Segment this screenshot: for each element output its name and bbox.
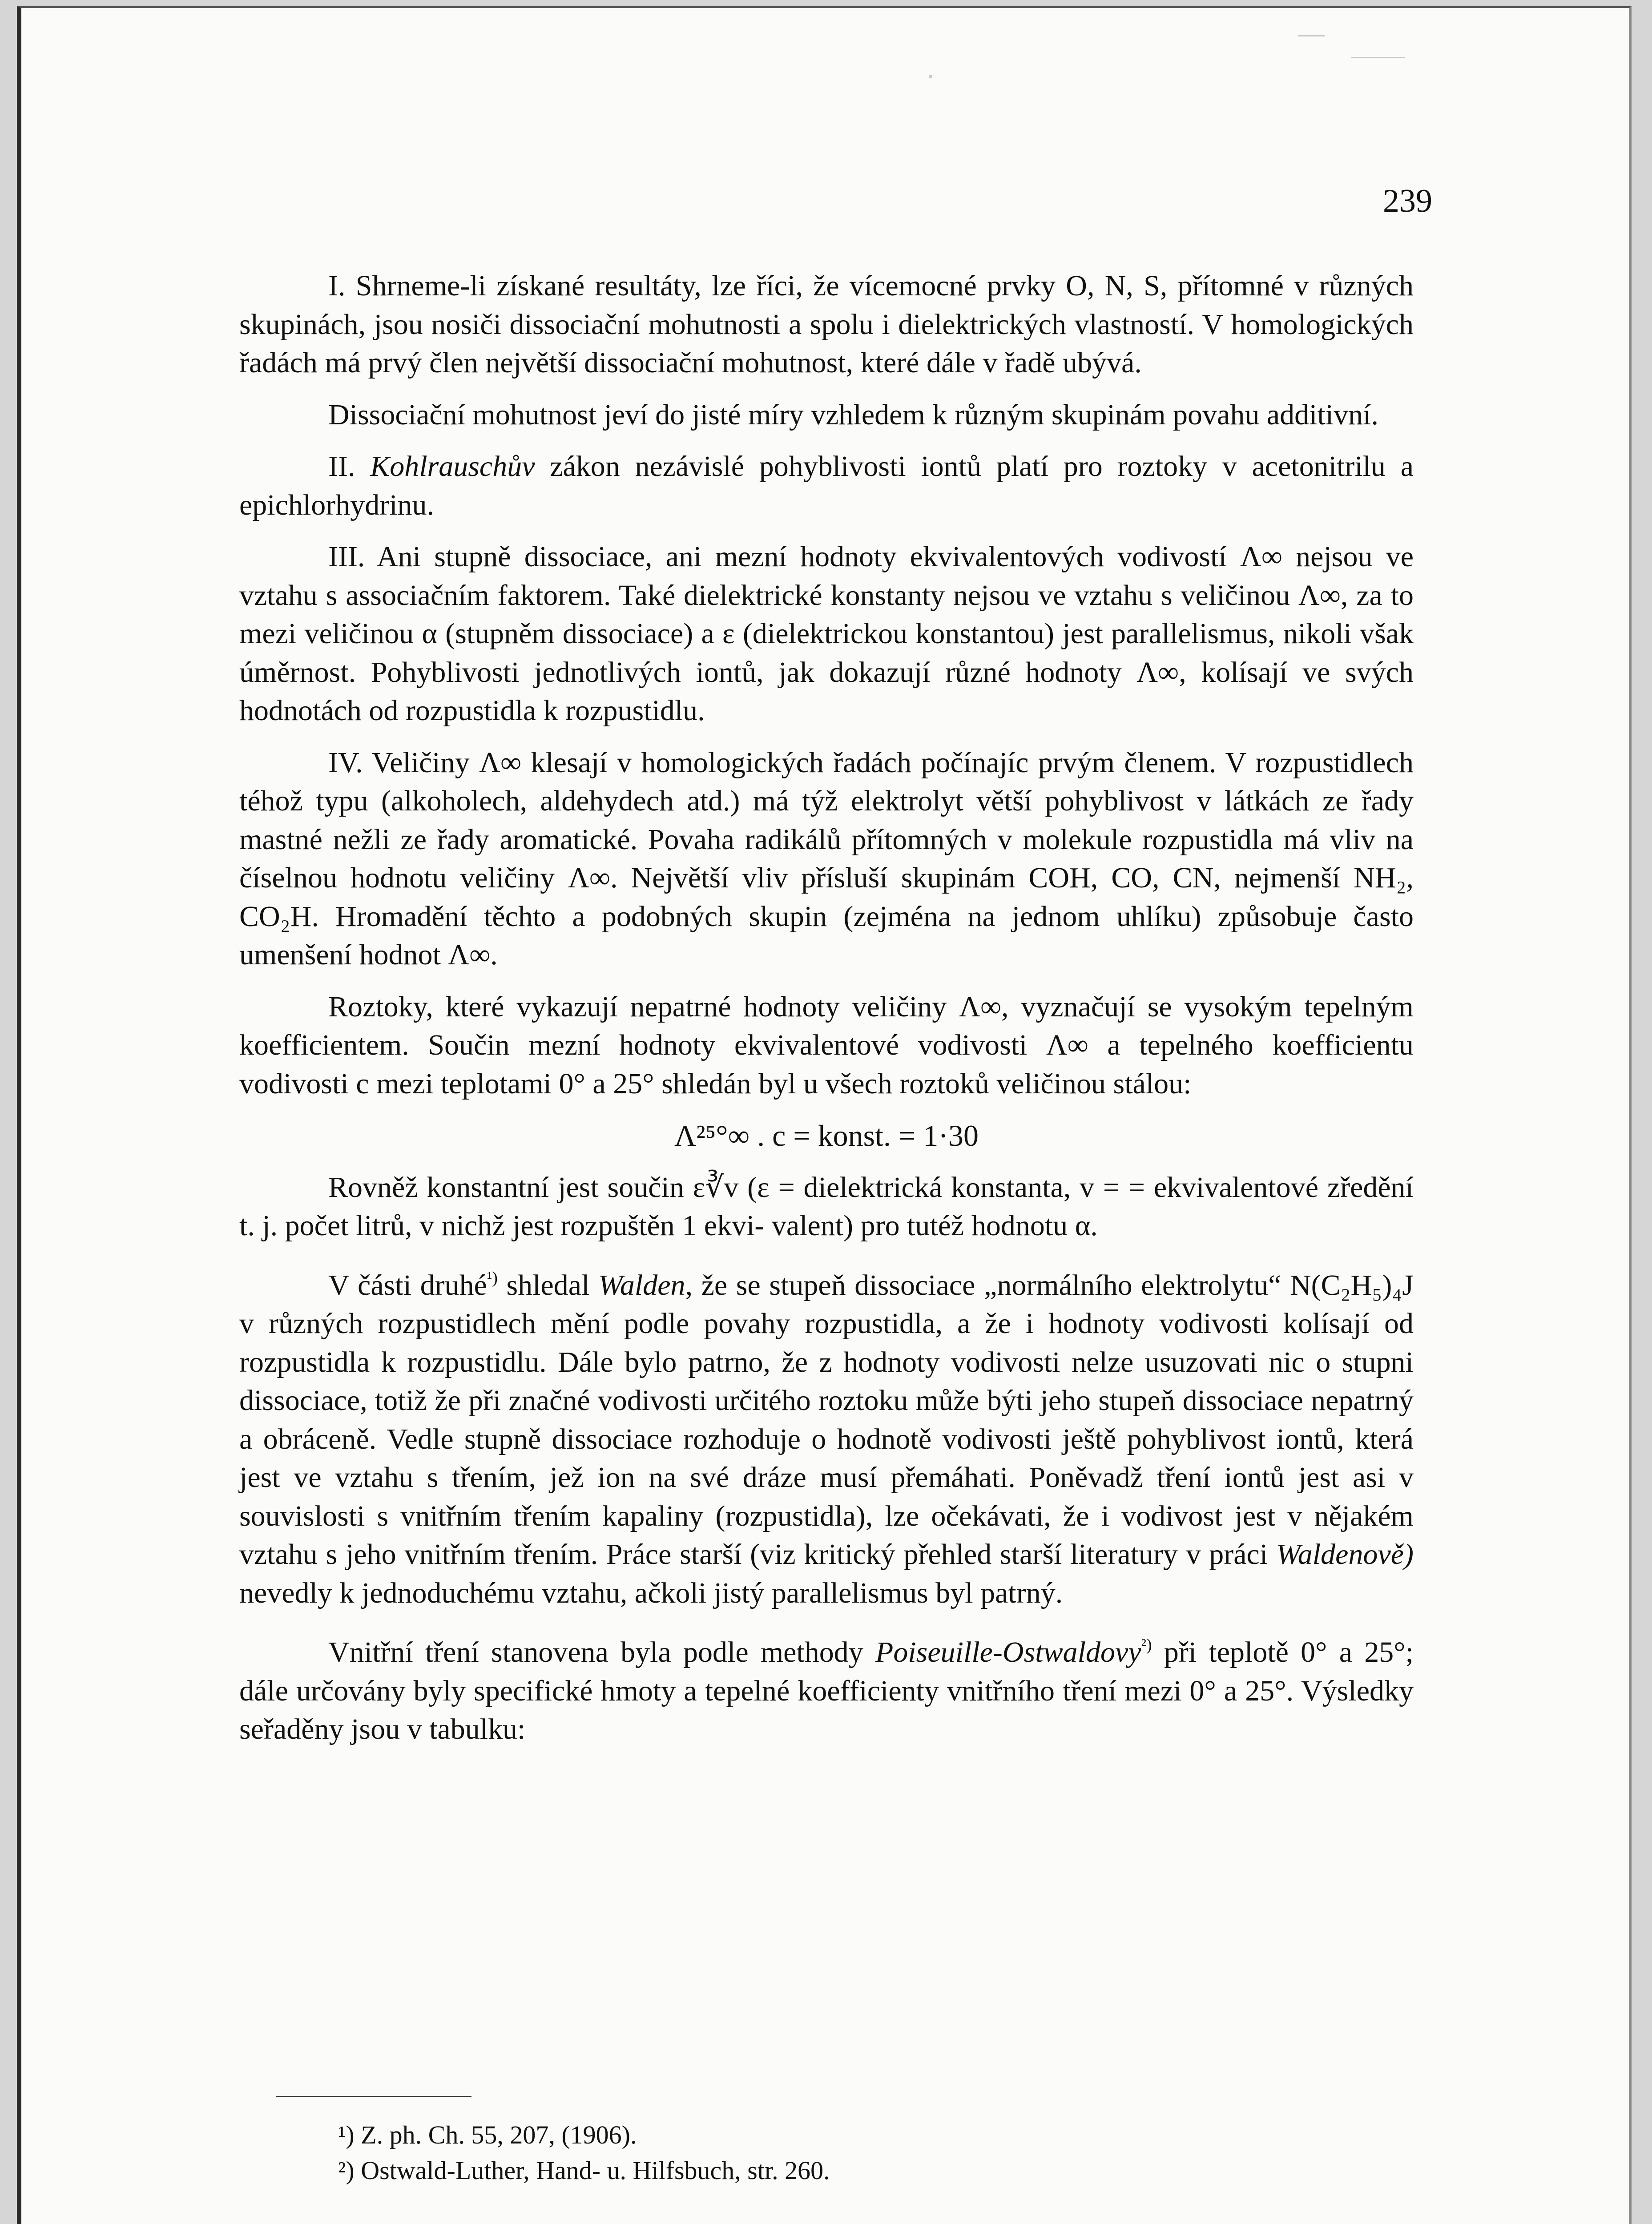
paragraph-kohlrausch — [239, 447, 1414, 524]
page-number: 239 — [1383, 183, 1432, 219]
paragraph-text: valent) pro tutéž hodnotu α. — [771, 1209, 1098, 1242]
paragraph-text: Rovněž konstantní jest součin ε∛v (ε = dielektrická konstanta, v = = ekvivalentové zředění t. j. počet litrů, v nichž jest rozpuštěn 1 ekvi- — [239, 1171, 1414, 1242]
author-name-kohlrausch: Kohlrauschův — [370, 450, 535, 483]
footnote-1: ¹) Z. ph. Ch. 55, 207, (1906). — [338, 2120, 637, 2149]
page-body — [239, 267, 1414, 1762]
section-numeral: II. — [328, 450, 355, 483]
paragraph-summary-4: IV. Veličiny Λ∞ klesají v homologických řadách počínajíc prvým členem. V rozpustidlech téhož typu (alkoholech, aldehydech atd.) má týž elektrolyt větší pohyblivost v látkách ze řady mastné nežli ze řady aromatické. Povaha radikálů přítomných v molekule rozpustidla má vliv na číselnou hodnotu veličiny Λ∞. Největší vliv přísluší skupinám COH, CO, CN, nejmenší NH₂, CO₂H. Hromadění těchto a podobných skupin (zejména na jednom uhlíku) způsobuje často umenšení hodnot Λ∞. — [239, 746, 1414, 971]
paragraph-heat-coefficient: Roztoky, které vykazují nepatrné hodnoty veličiny Λ∞, vyznačují se vysokým tepelným koefficientem. Součin mezní hodnoty ekvivalentové vodivosti Λ∞ a tepelného koefficientu vodivosti c mezi teplotami 0° a 25° shledán byl u všech roztoků veličinou stálou: — [239, 990, 1414, 1100]
paragraph-text: při teplotě 0° a 25°; dále určovány byly specifické hmoty a tepelné koefficienty vnitřního tření mezi 0° a 25°. Výsledky seřaděny jsou v tabulku: — [239, 1636, 1414, 1745]
footnote-ref-2: ²) — [1141, 1636, 1152, 1654]
paragraph-summary-1: I. Shrneme-li získané resultáty, lze říci, že vícemocné prvky O, N, S, přítomné v různých skupinách, jsou nosiči dissociační mohutnosti a spolu i dielektrických vlastností. V homologických řadách má prvý člen největší dissociační mohutnost, které dále v řadě ubývá. — [239, 270, 1414, 379]
footnote-ref-1: ¹) — [487, 1268, 498, 1287]
footnote-divider — [276, 2096, 471, 2097]
paragraph-viscosity — [239, 1626, 1414, 1749]
author-name-walden: Walden — [598, 1269, 685, 1301]
method-name: Poiseuille-Ostwaldovy — [875, 1636, 1141, 1668]
paragraph-text: shledal — [506, 1269, 590, 1301]
formula-constant: Λ²⁵°∞ . c = konst. = 1·30 — [674, 1119, 979, 1152]
scan-speck — [1351, 57, 1405, 58]
paragraph-product-constant — [239, 1168, 1414, 1245]
paragraph-text: , že se stupeň dissociace „normálního elektrolytu“ N(C₂H₅)₄J v různých rozpustidlech mění podle povahy rozpustidla, a že i hodnoty vodivosti kolísají od rozpustidla k rozpustidlu. Dále bylo patrno, že z hodnoty vodivosti nelze usuzovati nic o stupni dissociace, totiž že při značné vodivosti určitého roztoku může býti jeho stupeň dissociace nepatrný a obráceně. Vedle stupně dissociace rozhoduje o hodnotě vodivosti ještě pohyblivost iontů, která jest ve vztahu s třením, jež ion na své dráze musí přemáhati. Poněvadž tření iontů jest asi v souvislosti s vnitřním třením kapaliny (rozpustidla), lze očekávati, že i vodivost jest v nějakém vztahu s jeho vnitřním třením. Práce starší (viz kritický přehled starší literatury v práci — [239, 1269, 1414, 1571]
footnotes — [338, 2117, 1361, 2188]
paragraph-text: nevedly k jednoduchému vztahu, ačkoli jistý parallelismus byl patrný. — [239, 1576, 1063, 1609]
scan-speck — [1298, 35, 1325, 36]
scan-speck — [929, 75, 932, 78]
paragraph-summary-3: III. Ani stupně dissociace, ani mezní hodnoty ekvivalentových vodivostí Λ∞ nejsou ve vztahu s associačním faktorem. Také dielektrické konstanty nejsou ve vztahu s veličinou Λ∞, za to mezi veličinou α (stupněm dissociace) a ε (dielektrickou konstantou) jest parallelismus, nikoli však úměrnost. Pohyblivosti jednotlivých iontů, jak dokazují různé hodnoty Λ∞, kolísají ve svých hodnotách od rozpustidla k rozpustidlu. — [239, 540, 1414, 727]
paragraph-text: zákon nezávislé pohyblivosti iontů platí pro roztoky v acetonitrilu a epichlorhydrinu. — [239, 450, 1414, 521]
paragraph-walden — [239, 1259, 1414, 1613]
work-name-walden: Waldenově) — [1276, 1538, 1414, 1571]
paragraph-lead: V části druhé — [328, 1269, 487, 1301]
paragraph-text: Vnitřní tření stanovena byla podle methody — [328, 1636, 863, 1668]
footnote-2: ²) Ostwald-Luther, Hand- u. Hilfsbuch, str. 260. — [338, 2156, 830, 2185]
paragraph-summary-2: Dissociační mohutnost jeví do jisté míry vzhledem k různým skupinám povahu additivní. — [328, 398, 1378, 431]
